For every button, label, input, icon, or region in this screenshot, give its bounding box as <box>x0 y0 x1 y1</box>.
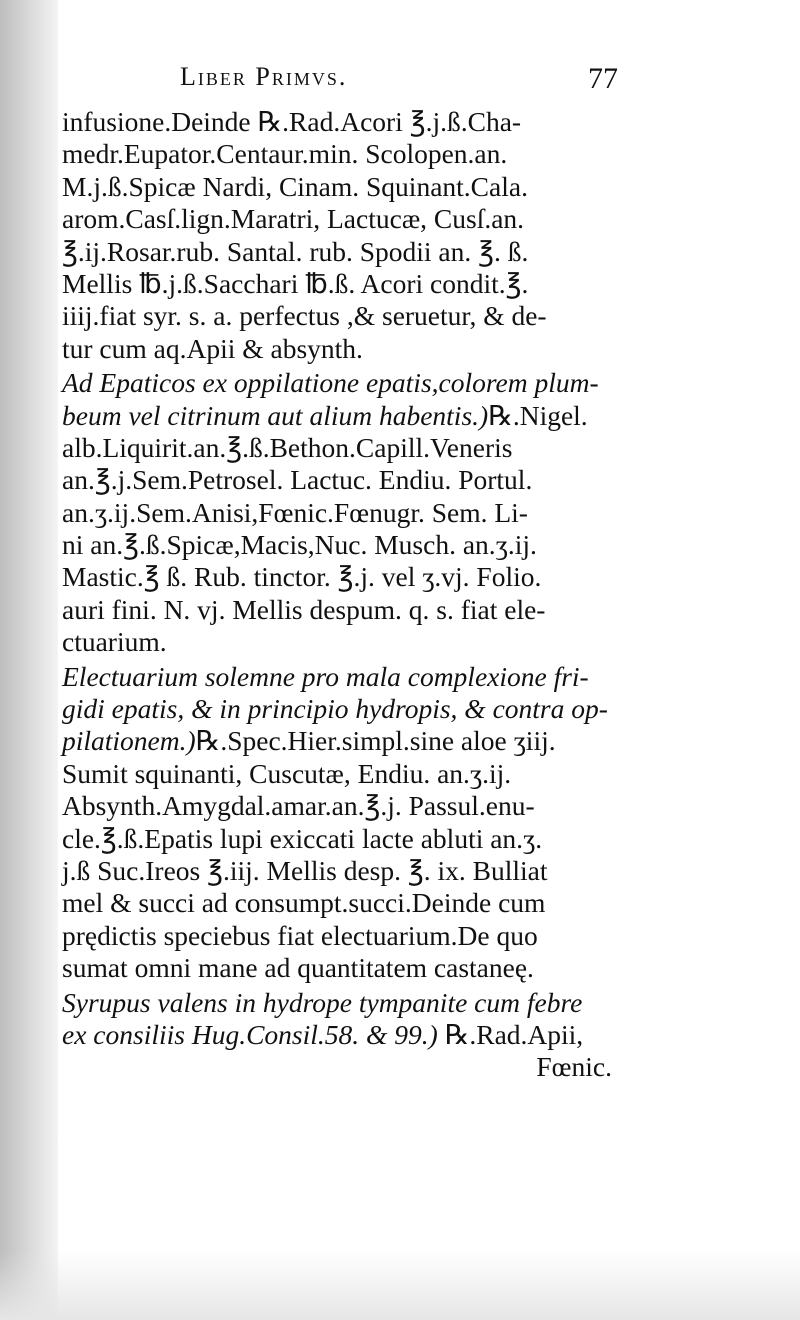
page-gutter-shadow <box>0 0 58 1320</box>
text-line: mel & succi ad consumpt.succi.Deinde cum <box>62 887 546 919</box>
text-line <box>62 1019 618 1051</box>
section-syrup <box>62 987 618 1084</box>
text-line: ℥.ij.Rosar.rub. Santal. rub. Spodii an. ℥. ß. <box>62 235 529 267</box>
page-number: 77 <box>588 62 618 95</box>
text-line: j.ß Suc.Ireos ℥.iij. Mellis desp. ℥. ix. Bulliat <box>62 854 548 886</box>
running-head-title: Liber Primvs. <box>180 62 348 91</box>
text-line: Absynth.Amygdal.amar.an.℥.j. Passul.enu- <box>62 790 535 822</box>
text-line: tur cum aq.Apii & absynth. <box>62 332 363 364</box>
text-line: infusione.Deinde ℞.Rad.Acori ℥.j.ß.Cha- <box>62 106 522 137</box>
section-rubric: Ad Epaticos ex oppilatione epatis,colorem plum- <box>62 367 599 399</box>
text-line: Mastic.℥ ß. Rub. tinctor. ℥.j. vel ʒ.vj. Folio. <box>62 561 542 593</box>
text-line: ni an.℥.ß.Spicæ,Macis,Nuc. Musch. an.ʒ.ij. <box>62 529 537 561</box>
section-rubric: Syrupus valens in hydrope tympanite cum febre <box>62 986 583 1018</box>
text-line <box>62 400 618 432</box>
text-line: sumat omni mane ad quantitatem castaneę. <box>62 952 534 984</box>
text-line: an.ʒ.ij.Sem.Anisi,Fœnic.Fœnugr. Sem. Li- <box>62 496 528 528</box>
recipe-text: ℞.Rad.Apii, <box>444 1018 584 1050</box>
text-line: arom.Casſ.lign.Maratri, Lactucæ, Cusſ.an. <box>62 203 525 235</box>
text-line: auri fini. N. vj. Mellis despum. q. s. fiat ele- <box>62 593 546 625</box>
text-line: Sumit squinanti, Cuscutæ, Endiu. an.ʒ.ij. <box>62 757 512 789</box>
section-rubric: ex consiliis Hug.Consil.58. & 99.) <box>62 1018 438 1050</box>
running-head <box>62 58 618 106</box>
text-line <box>62 725 618 757</box>
section-rubric: Electuarium solemne pro mala complexione fri- <box>62 660 589 692</box>
book-page <box>62 58 618 1084</box>
text-line: ctuarium. <box>62 626 167 658</box>
catchword: Fœnic. <box>536 1051 612 1083</box>
text-line: M.j.ß.Spicæ Nardi, Cinam. Squinant.Cala. <box>62 170 528 202</box>
text-line: medr.Eupator.Centaur.min. Scolopen.an. <box>62 138 508 170</box>
text-line: iiij.fiat syr. s. a. perfectus ,& seruetur, & de- <box>62 300 547 332</box>
recipe-text: ℞.Nigel. <box>488 399 588 431</box>
recipe-text: ℞.Spec.Hier.simpl.sine aloe ʒiij. <box>195 725 556 757</box>
text-line: cle.℥.ß.Epatis lupi exiccati lacte abluti an.ʒ. <box>62 822 543 854</box>
text-line: alb.Liquirit.an.℥.ß.Bethon.Capill.Veneris <box>62 431 513 463</box>
text-line: an.℥.j.Sem.Petrosel. Lactuc. Endiu. Portul. <box>62 464 533 496</box>
text-line: prędictis speciebus fiat electuarium.De quo <box>62 919 538 951</box>
text-line: Mellis ℔.j.ß.Sacchari ℔.ß. Acori condit.℥. <box>62 267 529 299</box>
page-bottom-edge <box>0 1250 800 1320</box>
section-electuary <box>62 661 618 985</box>
section-rubric: gidi epatis, & in principio hydropis, & contra op- <box>62 693 608 725</box>
section-rubric: beum vel citrinum aut alium habentis.) <box>62 399 489 431</box>
main-text <box>62 106 618 365</box>
section-rubric: pilationem.) <box>62 725 196 757</box>
section-epatic <box>62 367 618 659</box>
